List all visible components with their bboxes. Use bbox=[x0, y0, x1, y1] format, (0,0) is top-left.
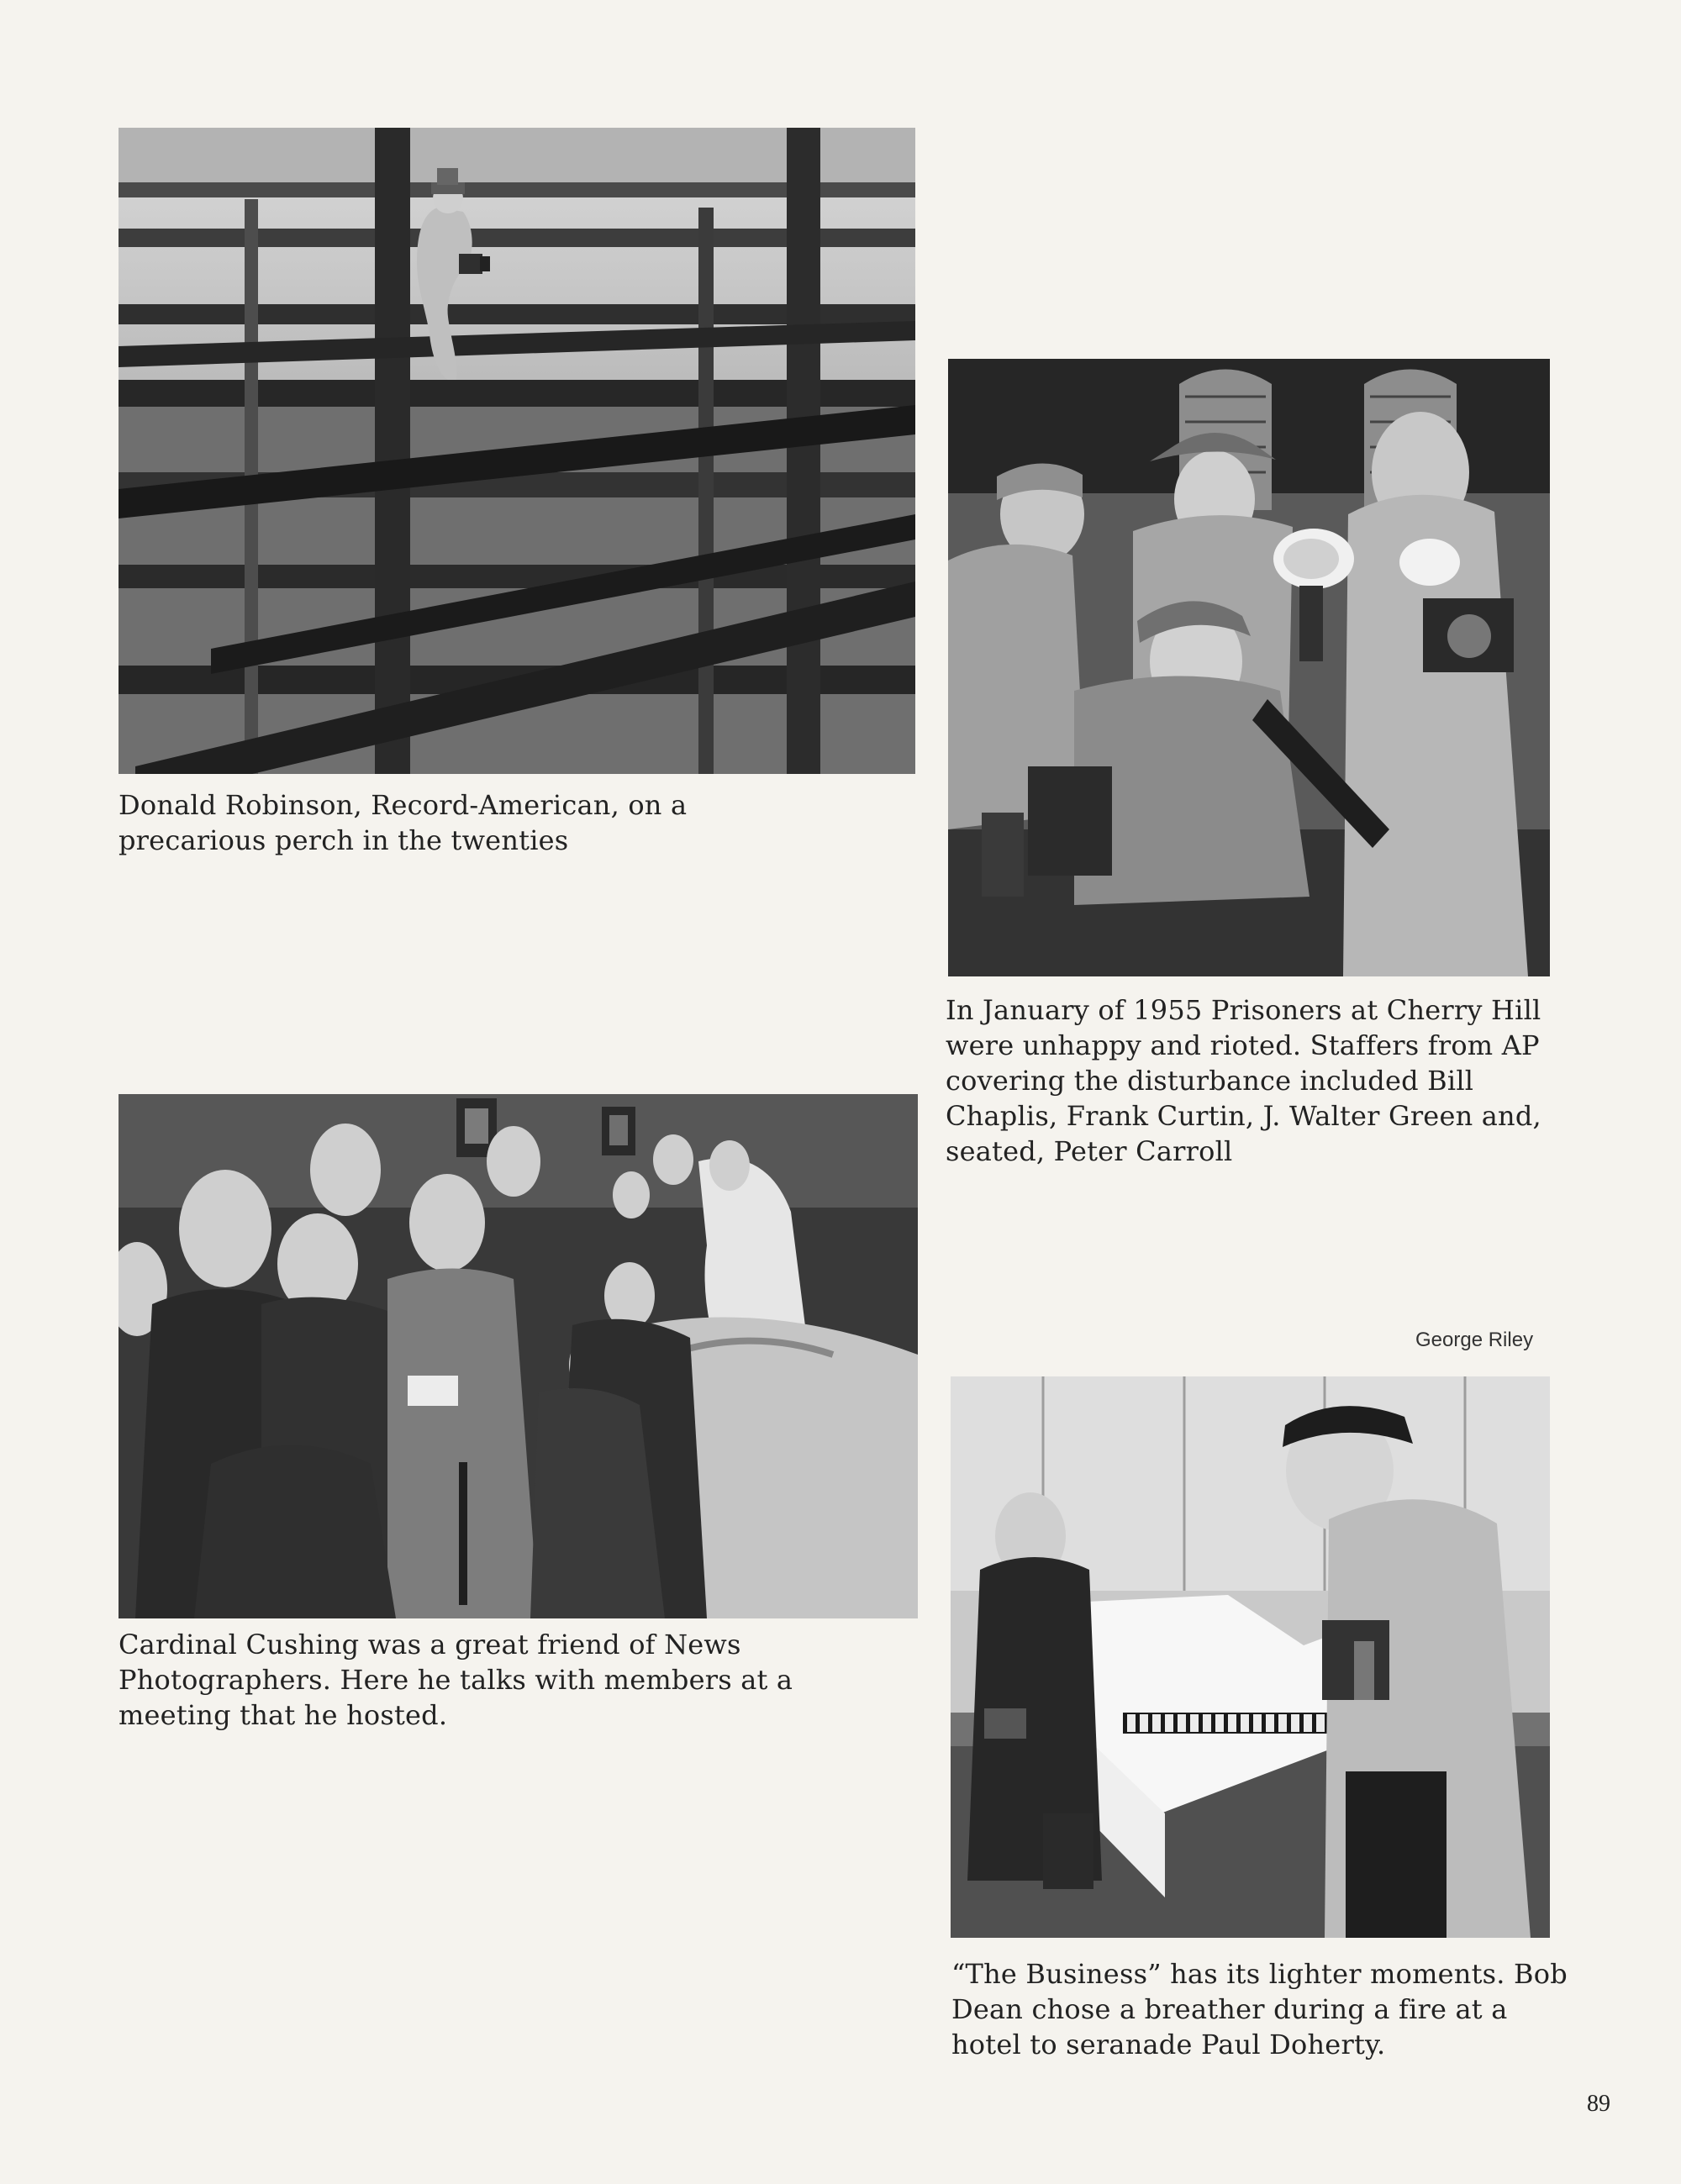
prisoners-photo bbox=[948, 359, 1550, 976]
piano-photo bbox=[951, 1376, 1550, 1938]
cardinal-meeting-photo bbox=[119, 1094, 918, 1618]
page-number: 89 bbox=[1587, 2091, 1610, 2117]
cardinal-meeting-illustration bbox=[119, 1094, 918, 1618]
photo-credit: George Riley bbox=[1415, 1329, 1534, 1351]
piano-caption: “The Business” has its lighter moments. Bob Dean chose a breather during a fire at a hotel to seranade Paul Doherty. bbox=[951, 1958, 1568, 2060]
prisoners-illustration bbox=[948, 359, 1550, 976]
prisoners-caption: In January of 1955 Prisoners at Cherry Hill were unhappy and rioted. Staffers from AP covering the disturbance included Bill Chaplis, Frank Curtin, J. Walter Green and, seated, Peter Carroll bbox=[946, 994, 1541, 1167]
steel-frame-illustration bbox=[119, 128, 915, 774]
steel-frame-photo bbox=[119, 128, 915, 774]
piano-illustration bbox=[951, 1376, 1550, 1938]
steel-caption: Donald Robinson, Record-American, on a precarious perch in the twenties bbox=[119, 789, 688, 856]
cardinal-caption: Cardinal Cushing was a great friend of News Photographers. Here he talks with members at a meeting that he hosted. bbox=[119, 1629, 793, 1731]
